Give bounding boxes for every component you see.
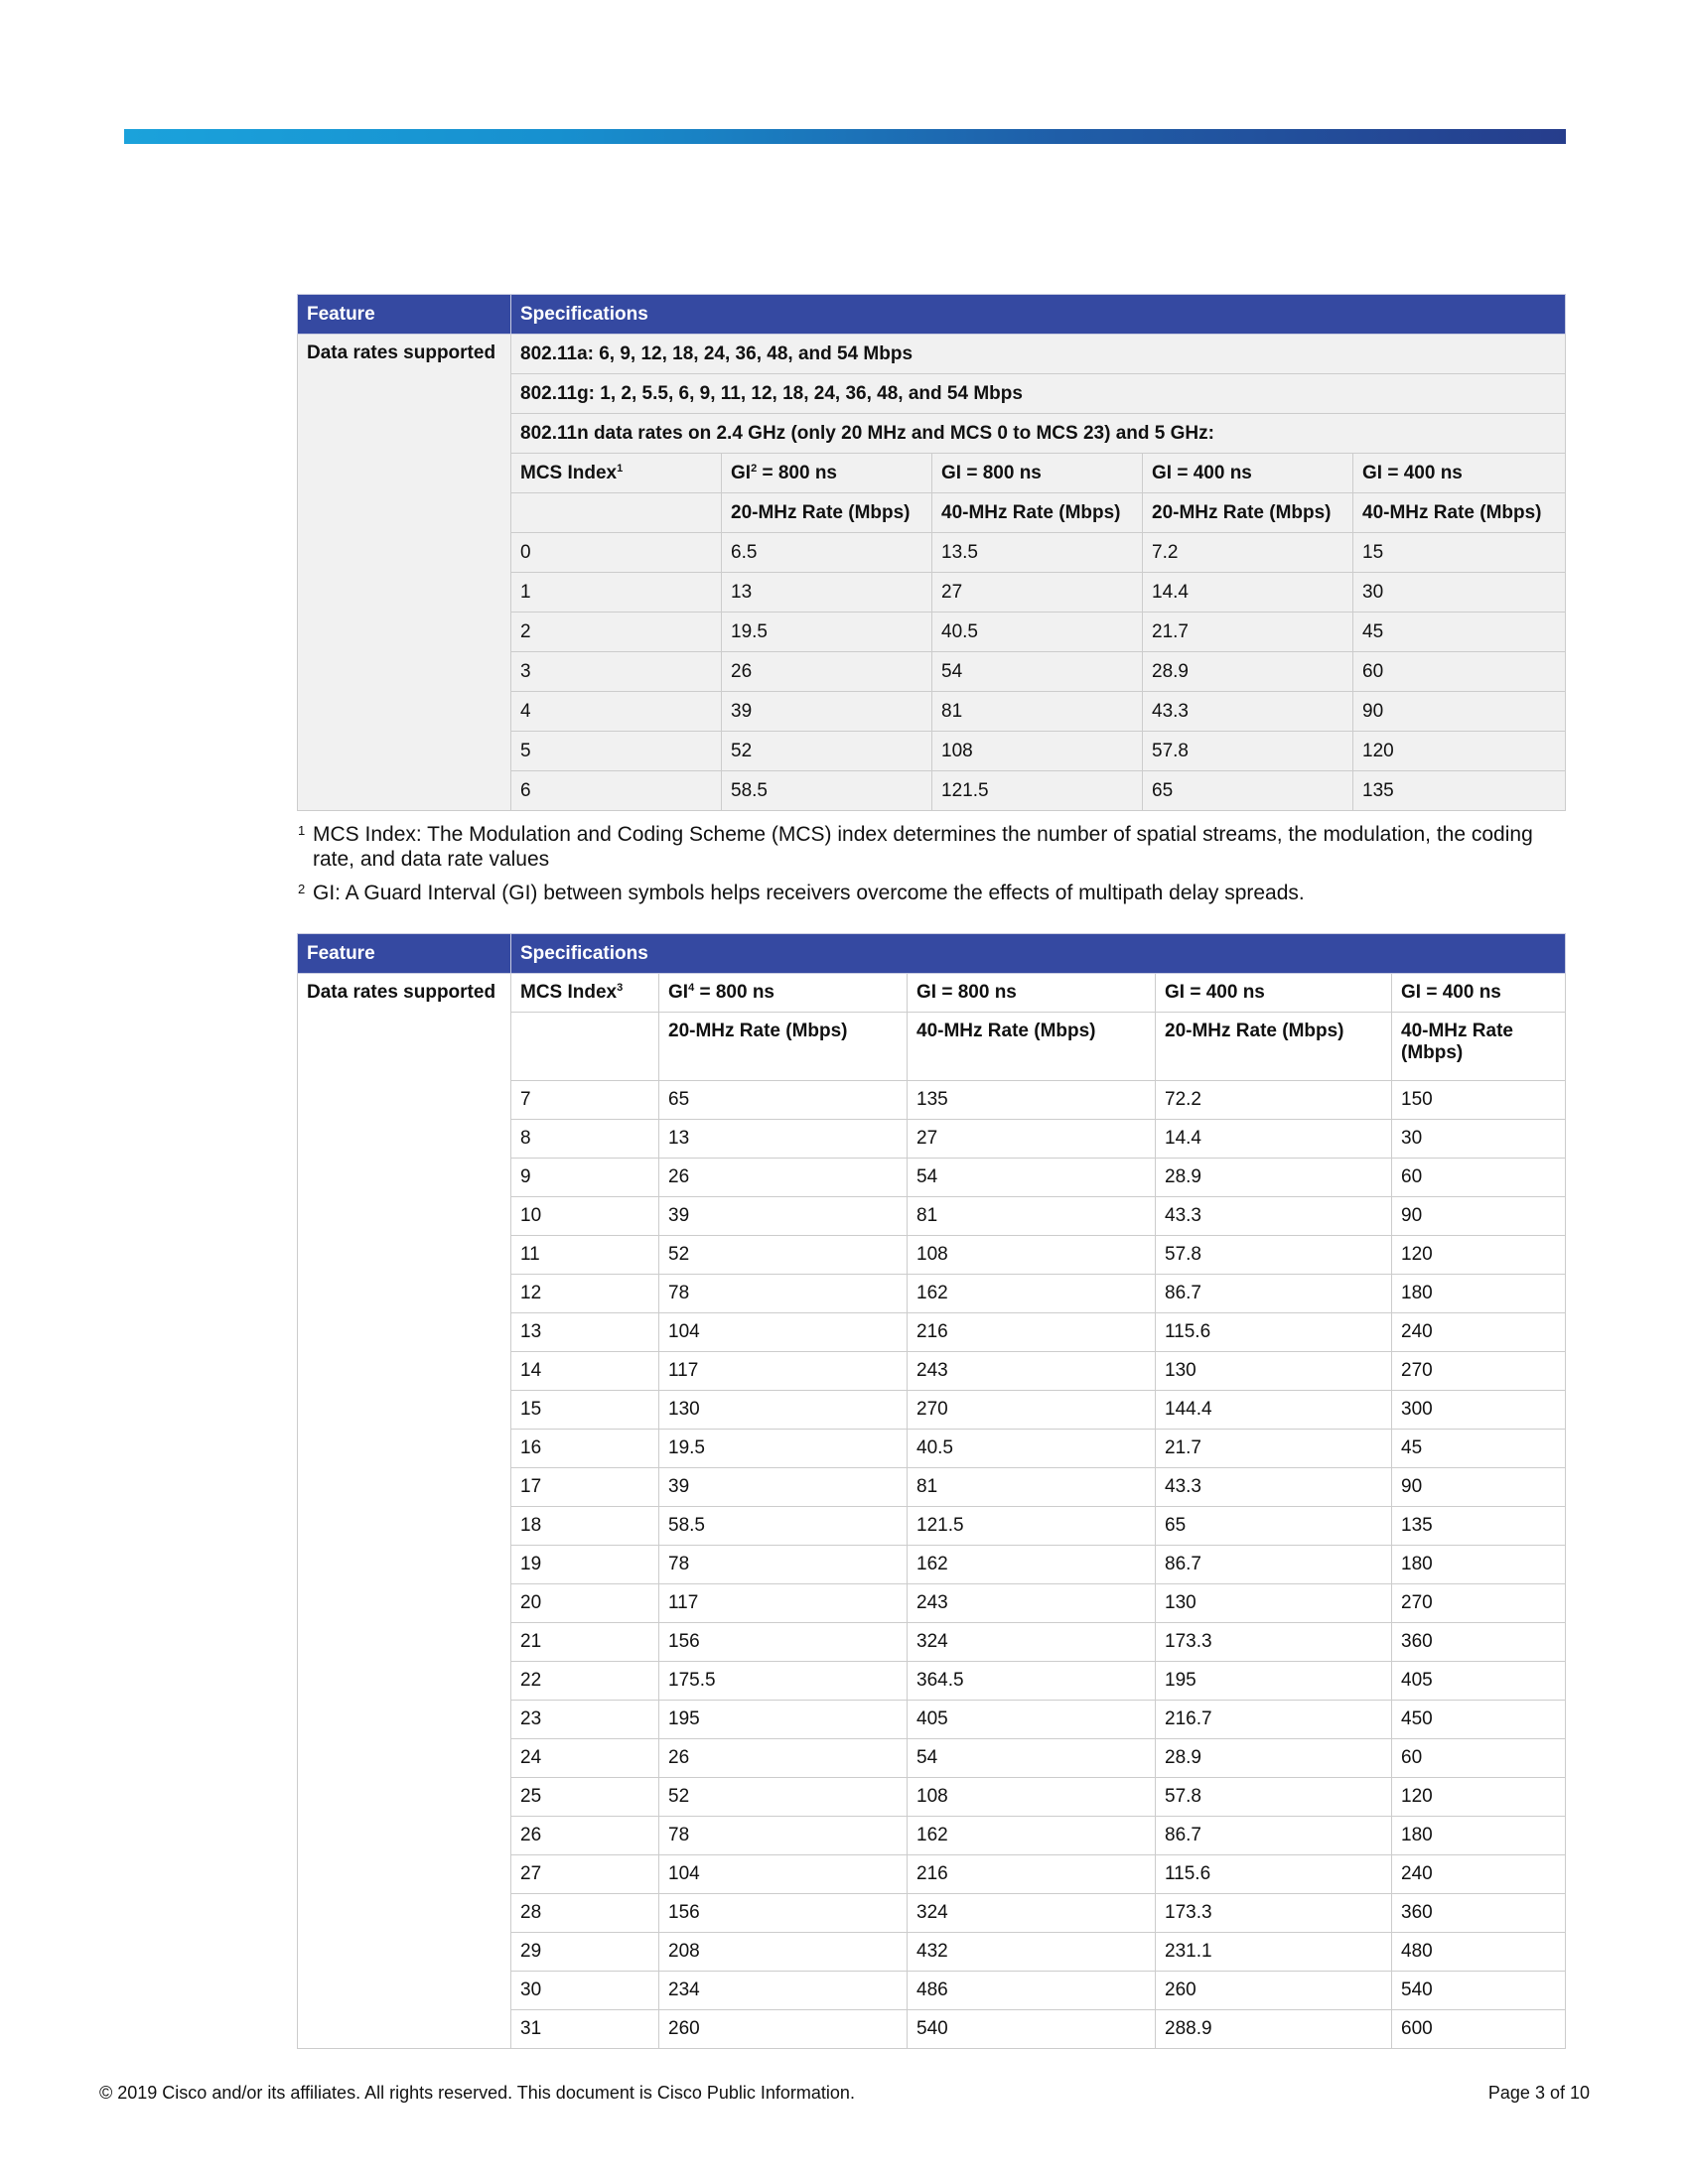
rate-40mhz-gi800-cell: 27 (932, 573, 1143, 613)
gi-400-header: GI = 400 ns (1156, 974, 1392, 1013)
rate-20mhz-header: 20-MHz Rate (Mbps) (1156, 1013, 1392, 1081)
rate-20mhz-gi400-cell: 57.8 (1156, 1236, 1392, 1275)
rate-40mhz-gi400-cell: 45 (1353, 613, 1566, 652)
header-accent-bar (124, 129, 1566, 144)
rate-20mhz-gi800-cell: 104 (659, 1313, 908, 1352)
rate-40mhz-gi800-cell: 405 (908, 1701, 1156, 1739)
rate-20mhz-gi400-cell: 43.3 (1143, 692, 1353, 732)
rate-20mhz-gi400-cell: 43.3 (1156, 1468, 1392, 1507)
data-rates-table-2 (297, 933, 1566, 2049)
mcs-index-cell: 31 (511, 2010, 659, 2049)
mcs-index-cell: 22 (511, 1662, 659, 1701)
rate-40mhz-gi800-cell: 81 (908, 1468, 1156, 1507)
mcs-index-cell: 27 (511, 1855, 659, 1894)
rate-40mhz-gi800-cell: 108 (908, 1778, 1156, 1817)
specifications-header: Specifications (511, 295, 1566, 335)
feature-header: Feature (298, 934, 511, 974)
gi-800-header: $GI^4 = 800$ ns (659, 974, 908, 1013)
rate-40mhz-gi800-cell: 216 (908, 1855, 1156, 1894)
rate-20mhz-gi800-cell: 19.5 (659, 1430, 908, 1468)
rate-20mhz-gi800-cell: 78 (659, 1546, 908, 1584)
rate-20mhz-header: 20-MHz Rate (Mbps) (659, 1013, 908, 1081)
rate-40mhz-gi800-cell: 81 (908, 1197, 1156, 1236)
table-header-row (298, 295, 1566, 335)
rate-40mhz-gi800-cell: 364.5 (908, 1662, 1156, 1701)
rate-20mhz-gi400-cell: 72.2 (1156, 1081, 1392, 1120)
rate-20mhz-gi800-cell: 26 (659, 1159, 908, 1197)
mcs-index-header: MCS Index$^1$ (511, 454, 722, 493)
mcs-index-cell: 23 (511, 1701, 659, 1739)
rate-20mhz-gi800-cell: 39 (659, 1468, 908, 1507)
rate-20mhz-gi800-cell: 52 (722, 732, 932, 771)
page-number: Page 3 of 10 (1487, 2083, 1590, 2103)
rate-20mhz-gi400-cell: 65 (1156, 1507, 1392, 1546)
rate-40mhz-gi800-cell: 216 (908, 1313, 1156, 1352)
rate-20mhz-gi400-cell: 130 (1156, 1352, 1392, 1391)
rate-40mhz-gi800-cell: 121.5 (908, 1507, 1156, 1546)
blank-header (511, 493, 722, 533)
rate-40mhz-gi800-cell: 40.5 (932, 613, 1143, 652)
mcs-index-cell: 9 (511, 1159, 659, 1197)
rate-20mhz-gi400-cell: 288.9 (1156, 2010, 1392, 2049)
rate-40mhz-gi800-cell: 243 (908, 1352, 1156, 1391)
mcs-index-cell: 18 (511, 1507, 659, 1546)
rate-40mhz-gi400-cell: 450 (1392, 1701, 1566, 1739)
rate-20mhz-gi800-cell: 78 (659, 1275, 908, 1313)
rate-40mhz-gi800-cell: 121.5 (932, 771, 1143, 811)
mcs-index-cell: 14 (511, 1352, 659, 1391)
gi-400-header: GI = 400 ns (1392, 974, 1566, 1013)
rate-40mhz-gi400-cell: 600 (1392, 2010, 1566, 2049)
rate-20mhz-gi800-cell: 234 (659, 1972, 908, 2010)
rate-40mhz-gi800-cell: 162 (908, 1546, 1156, 1584)
rate-40mhz-gi800-cell: 108 (932, 732, 1143, 771)
mcs-index-cell: 1 (511, 573, 722, 613)
rate-20mhz-gi800-cell: 208 (659, 1933, 908, 1972)
rate-40mhz-gi400-cell: 240 (1392, 1855, 1566, 1894)
rate-40mhz-gi400-cell: 180 (1392, 1546, 1566, 1584)
rate-20mhz-gi800-cell: 39 (722, 692, 932, 732)
rate-20mhz-gi800-cell: 195 (659, 1701, 908, 1739)
mcs-index-cell: 24 (511, 1739, 659, 1778)
footnote-2 (298, 881, 1549, 905)
mcs-index-cell: 21 (511, 1623, 659, 1662)
mcs-index-cell: 25 (511, 1778, 659, 1817)
footnote-mark: 1 (298, 823, 306, 838)
footnote-mark: 2 (298, 882, 306, 896)
rate-40mhz-gi400-cell: 120 (1392, 1778, 1566, 1817)
rate-20mhz-gi800-cell: 65 (659, 1081, 908, 1120)
feature-cell: Data rates supported (298, 974, 511, 2049)
mcs-index-cell: 2 (511, 613, 722, 652)
rate-line-80211a: 802.11a: 6, 9, 12, 18, 24, 36, 48, and 54 Mbps (511, 335, 1566, 374)
rate-20mhz-gi800-cell: 13 (722, 573, 932, 613)
rate-40mhz-gi800-cell: 108 (908, 1236, 1156, 1275)
subheader-row-gi (298, 974, 1566, 1013)
rate-20mhz-gi400-cell: 115.6 (1156, 1855, 1392, 1894)
rate-20mhz-gi800-cell: 156 (659, 1894, 908, 1933)
rate-40mhz-gi400-cell: 60 (1392, 1739, 1566, 1778)
rate-40mhz-gi800-cell: 432 (908, 1933, 1156, 1972)
rate-40mhz-header: 40-MHz Rate (Mbps) (932, 493, 1143, 533)
rate-40mhz-gi800-cell: 81 (932, 692, 1143, 732)
gi-800-header: $GI^2 = 800$ ns (722, 454, 932, 493)
rate-40mhz-gi800-cell: 324 (908, 1623, 1156, 1662)
footnote-text: GI: A Guard Interval (GI) between symbols helps receivers overcome the effects of multipath delay spreads. (313, 882, 1305, 904)
rate-20mhz-gi800-cell: 58.5 (659, 1507, 908, 1546)
rate-40mhz-gi400-cell: 60 (1353, 652, 1566, 692)
table-row (298, 335, 1566, 374)
rate-20mhz-gi400-cell: 57.8 (1143, 732, 1353, 771)
gi-800-header: GI = 800 ns (908, 974, 1156, 1013)
mcs-index-header: MCS Index$^3$ (511, 974, 659, 1013)
mcs-index-cell: 17 (511, 1468, 659, 1507)
rate-40mhz-gi400-cell: 60 (1392, 1159, 1566, 1197)
rate-40mhz-gi400-cell: 540 (1392, 1972, 1566, 2010)
mcs-index-cell: 19 (511, 1546, 659, 1584)
rate-40mhz-gi400-cell: 270 (1392, 1584, 1566, 1623)
rate-40mhz-gi800-cell: 540 (908, 2010, 1156, 2049)
rate-40mhz-gi400-cell: 90 (1392, 1197, 1566, 1236)
rate-20mhz-gi400-cell: 57.8 (1156, 1778, 1392, 1817)
rate-20mhz-gi400-cell: 173.3 (1156, 1623, 1392, 1662)
mcs-index-cell: 11 (511, 1236, 659, 1275)
rate-20mhz-gi400-cell: 14.4 (1143, 573, 1353, 613)
rate-20mhz-header: 20-MHz Rate (Mbps) (722, 493, 932, 533)
rate-20mhz-gi800-cell: 39 (659, 1197, 908, 1236)
rate-20mhz-gi800-cell: 175.5 (659, 1662, 908, 1701)
rate-20mhz-gi400-cell: 28.9 (1143, 652, 1353, 692)
blank-header (511, 1013, 659, 1081)
rate-20mhz-gi400-cell: 216.7 (1156, 1701, 1392, 1739)
rate-20mhz-gi400-cell: 130 (1156, 1584, 1392, 1623)
rate-20mhz-gi800-cell: 260 (659, 2010, 908, 2049)
rate-40mhz-gi800-cell: 40.5 (908, 1430, 1156, 1468)
rate-20mhz-gi400-cell: 144.4 (1156, 1391, 1392, 1430)
mcs-index-cell: 10 (511, 1197, 659, 1236)
rate-20mhz-gi400-cell: 65 (1143, 771, 1353, 811)
rate-40mhz-gi800-cell: 270 (908, 1391, 1156, 1430)
rate-40mhz-gi400-cell: 90 (1353, 692, 1566, 732)
rate-line-80211g: 802.11g: 1, 2, 5.5, 6, 9, 11, 12, 18, 24, 36, 48, and 54 Mbps (511, 374, 1566, 414)
rate-20mhz-gi400-cell: 173.3 (1156, 1894, 1392, 1933)
gi-400-header: GI = 400 ns (1143, 454, 1353, 493)
rate-20mhz-gi800-cell: 13 (659, 1120, 908, 1159)
rate-40mhz-gi400-cell: 240 (1392, 1313, 1566, 1352)
rate-40mhz-gi800-cell: 243 (908, 1584, 1156, 1623)
rate-20mhz-gi400-cell: 7.2 (1143, 533, 1353, 573)
rate-20mhz-gi800-cell: 156 (659, 1623, 908, 1662)
mcs-index-cell: 3 (511, 652, 722, 692)
rate-40mhz-gi400-cell: 120 (1353, 732, 1566, 771)
rate-20mhz-gi800-cell: 58.5 (722, 771, 932, 811)
rate-40mhz-gi800-cell: 13.5 (932, 533, 1143, 573)
rate-40mhz-gi800-cell: 162 (908, 1817, 1156, 1855)
rate-40mhz-gi400-cell: 135 (1392, 1507, 1566, 1546)
mcs-index-cell: 0 (511, 533, 722, 573)
rate-40mhz-gi400-cell: 30 (1353, 573, 1566, 613)
mcs-index-cell: 16 (511, 1430, 659, 1468)
rate-20mhz-gi800-cell: 26 (722, 652, 932, 692)
mcs-index-cell: 7 (511, 1081, 659, 1120)
rate-20mhz-gi800-cell: 52 (659, 1778, 908, 1817)
mcs-index-cell: 30 (511, 1972, 659, 2010)
rate-40mhz-gi400-cell: 120 (1392, 1236, 1566, 1275)
rate-40mhz-header: 40-MHz Rate (Mbps) (1353, 493, 1566, 533)
mcs-index-cell: 28 (511, 1894, 659, 1933)
rate-line-80211n: 802.11n data rates on 2.4 GHz (only 20 MHz and MCS 0 to MCS 23) and 5 GHz: (511, 414, 1566, 454)
mcs-index-cell: 6 (511, 771, 722, 811)
rate-20mhz-gi400-cell: 28.9 (1156, 1159, 1392, 1197)
rate-20mhz-gi800-cell: 117 (659, 1584, 908, 1623)
rate-40mhz-gi400-cell: 15 (1353, 533, 1566, 573)
rate-20mhz-gi800-cell: 6.5 (722, 533, 932, 573)
rate-40mhz-gi400-cell: 135 (1353, 771, 1566, 811)
rate-40mhz-gi400-cell: 150 (1392, 1081, 1566, 1120)
rate-40mhz-header: 40-MHz Rate (Mbps) (1392, 1013, 1566, 1081)
rate-20mhz-gi800-cell: 52 (659, 1236, 908, 1275)
feature-cell: Data rates supported (298, 335, 511, 811)
rate-20mhz-header: 20-MHz Rate (Mbps) (1143, 493, 1353, 533)
footnote-1 (298, 822, 1549, 872)
mcs-index-cell: 26 (511, 1817, 659, 1855)
rate-20mhz-gi800-cell: 78 (659, 1817, 908, 1855)
rate-20mhz-gi400-cell: 115.6 (1156, 1313, 1392, 1352)
copyright-notice: © 2019 Cisco and/or its affiliates. All rights reserved. This document is Cisco Public Information. (99, 2083, 855, 2103)
rate-40mhz-gi800-cell: 135 (908, 1081, 1156, 1120)
feature-header: Feature (298, 295, 511, 335)
rate-20mhz-gi800-cell: 19.5 (722, 613, 932, 652)
gi-400-header: GI = 400 ns (1353, 454, 1566, 493)
mcs-index-cell: 5 (511, 732, 722, 771)
rate-40mhz-gi400-cell: 180 (1392, 1275, 1566, 1313)
mcs-index-cell: 29 (511, 1933, 659, 1972)
mcs-index-cell: 4 (511, 692, 722, 732)
rate-40mhz-gi400-cell: 405 (1392, 1662, 1566, 1701)
rate-20mhz-gi400-cell: 86.7 (1156, 1275, 1392, 1313)
rate-40mhz-gi800-cell: 162 (908, 1275, 1156, 1313)
rate-40mhz-gi400-cell: 30 (1392, 1120, 1566, 1159)
mcs-index-cell: 13 (511, 1313, 659, 1352)
rate-20mhz-gi400-cell: 43.3 (1156, 1197, 1392, 1236)
mcs-index-cell: 15 (511, 1391, 659, 1430)
rate-40mhz-gi400-cell: 480 (1392, 1933, 1566, 1972)
mcs-index-cell: 12 (511, 1275, 659, 1313)
rate-40mhz-gi800-cell: 27 (908, 1120, 1156, 1159)
rate-20mhz-gi800-cell: 26 (659, 1739, 908, 1778)
rate-40mhz-gi800-cell: 54 (908, 1159, 1156, 1197)
rate-40mhz-gi400-cell: 360 (1392, 1623, 1566, 1662)
rate-20mhz-gi400-cell: 28.9 (1156, 1739, 1392, 1778)
rate-40mhz-header: 40-MHz Rate (Mbps) (908, 1013, 1156, 1081)
rate-20mhz-gi400-cell: 231.1 (1156, 1933, 1392, 1972)
rate-20mhz-gi400-cell: 86.7 (1156, 1546, 1392, 1584)
rate-40mhz-gi400-cell: 360 (1392, 1894, 1566, 1933)
rate-20mhz-gi400-cell: 21.7 (1143, 613, 1353, 652)
rate-40mhz-gi400-cell: 180 (1392, 1817, 1566, 1855)
rate-40mhz-gi800-cell: 54 (932, 652, 1143, 692)
mcs-index-cell: 8 (511, 1120, 659, 1159)
rate-40mhz-gi800-cell: 486 (908, 1972, 1156, 2010)
rate-20mhz-gi800-cell: 104 (659, 1855, 908, 1894)
data-rates-table-1 (297, 294, 1566, 811)
footnote-text: MCS Index: The Modulation and Coding Scheme (MCS) index determines the number of spatial streams, the modulation, the coding rate, and data rate values (313, 823, 1533, 871)
rate-20mhz-gi400-cell: 86.7 (1156, 1817, 1392, 1855)
mcs-index-cell: 20 (511, 1584, 659, 1623)
rate-40mhz-gi800-cell: 324 (908, 1894, 1156, 1933)
table-header-row (298, 934, 1566, 974)
rate-40mhz-gi400-cell: 45 (1392, 1430, 1566, 1468)
rate-40mhz-gi400-cell: 270 (1392, 1352, 1566, 1391)
rate-20mhz-gi400-cell: 21.7 (1156, 1430, 1392, 1468)
rate-20mhz-gi400-cell: 14.4 (1156, 1120, 1392, 1159)
rate-20mhz-gi800-cell: 117 (659, 1352, 908, 1391)
rate-20mhz-gi400-cell: 260 (1156, 1972, 1392, 2010)
rate-40mhz-gi400-cell: 300 (1392, 1391, 1566, 1430)
rate-40mhz-gi400-cell: 90 (1392, 1468, 1566, 1507)
gi-800-header: GI = 800 ns (932, 454, 1143, 493)
rate-40mhz-gi800-cell: 54 (908, 1739, 1156, 1778)
rate-20mhz-gi400-cell: 195 (1156, 1662, 1392, 1701)
rate-20mhz-gi800-cell: 130 (659, 1391, 908, 1430)
specifications-header: Specifications (511, 934, 1566, 974)
